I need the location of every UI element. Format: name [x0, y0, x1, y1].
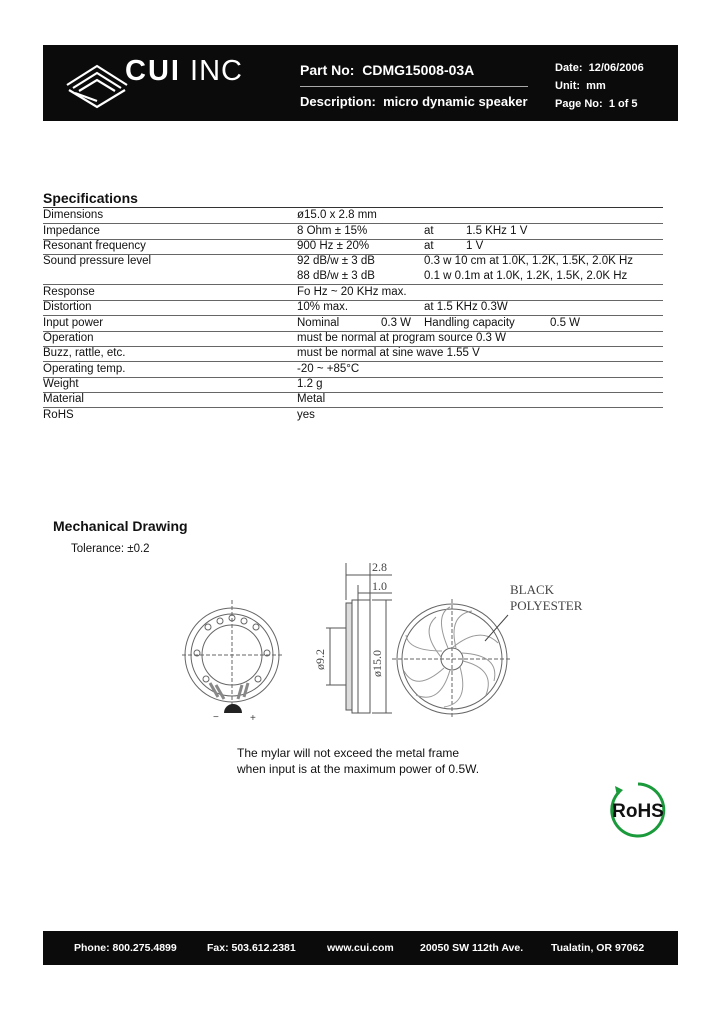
description: Description: micro dynamic speaker	[300, 94, 528, 109]
mechanical-drawing	[180, 555, 600, 730]
spec-row: Response Fo Hz ~ 20 KHz max.	[43, 285, 663, 301]
material-label-line2: POLYESTER	[510, 598, 583, 613]
document-footer	[43, 931, 678, 965]
thickness-dimension: 2.8	[372, 560, 387, 574]
spec-row: Buzz, rattle, etc. must be normal at sine wave 1.55 V	[43, 346, 663, 362]
footer-web[interactable]: www.cui.com	[327, 942, 394, 954]
spec-row: Operating temp. -20 ~ +85°C	[43, 362, 663, 378]
mechanical-drawing-title: Mechanical Drawing	[53, 518, 188, 534]
minus-label: −	[213, 712, 219, 723]
outer-diameter-dimension: ø15.0	[370, 650, 384, 677]
rear-view	[392, 599, 512, 719]
footer-phone: Phone: 800.275.4899	[74, 942, 177, 954]
date: Date: 12/06/2006	[555, 62, 644, 74]
frame-dimension: 1.0	[372, 579, 387, 593]
unit: Unit: mm	[555, 80, 606, 92]
plus-label: +	[250, 713, 256, 724]
tolerance: Tolerance: ±0.2	[71, 543, 150, 555]
spec-row: Operation must be normal at program source 0.3 W	[43, 331, 663, 347]
footer-address: 20050 SW 112th Ave.	[420, 942, 524, 954]
spec-row: Input power Nominal 0.3 W Handling capacity 0.5 W	[43, 316, 663, 332]
page-number: Page No: 1 of 5	[555, 98, 638, 110]
note-line-1: The mylar will not exceed the metal frame	[237, 746, 460, 760]
footer-fax: Fax: 503.612.2381	[207, 942, 296, 954]
spec-row: Dimensions ø15.0 x 2.8 mm	[43, 208, 663, 224]
header-divider	[300, 86, 528, 87]
company-name: CUI INC	[125, 55, 243, 87]
spec-row: RoHS yes	[43, 409, 315, 421]
document-header	[43, 45, 678, 121]
terminal-icon	[224, 704, 242, 713]
rohs-badge-icon	[607, 780, 669, 840]
spec-row: Distortion 10% max. at 1.5 KHz 0.3W	[43, 300, 663, 316]
inner-diameter-dimension: ø9.2	[313, 649, 327, 670]
front-view	[182, 600, 282, 710]
spec-row: Weight 1.2 g	[43, 377, 663, 393]
note-line-2: when input is at the maximum power of 0.5W.	[237, 762, 480, 776]
rohs-badge-text: RoHS	[612, 801, 664, 822]
spec-row: Material Metal	[43, 392, 663, 408]
spec-row: Resonant frequency 900 Hz ± 20% at 1 V	[43, 239, 663, 255]
part-number: Part No: CDMG15008-03A	[300, 62, 475, 78]
material-label-line1: BLACK	[510, 582, 555, 597]
spec-row: Impedance 8 Ohm ± 15% at 1.5 KHz 1 V	[43, 224, 663, 240]
footer-city: Tualatin, OR 97062	[551, 942, 645, 954]
spec-row: Sound pressure level 92 dB/w ± 3 dB 0.3 w 10 cm at 1.0K, 1.2K, 1.5K, 2.0K Hz 88 dB/w ± 3 dB 0.1 w 0.1m at 1.0K, 1.2K, 1.5K, 2.0K Hz	[43, 254, 663, 285]
specifications-title: Specifications	[43, 190, 138, 206]
